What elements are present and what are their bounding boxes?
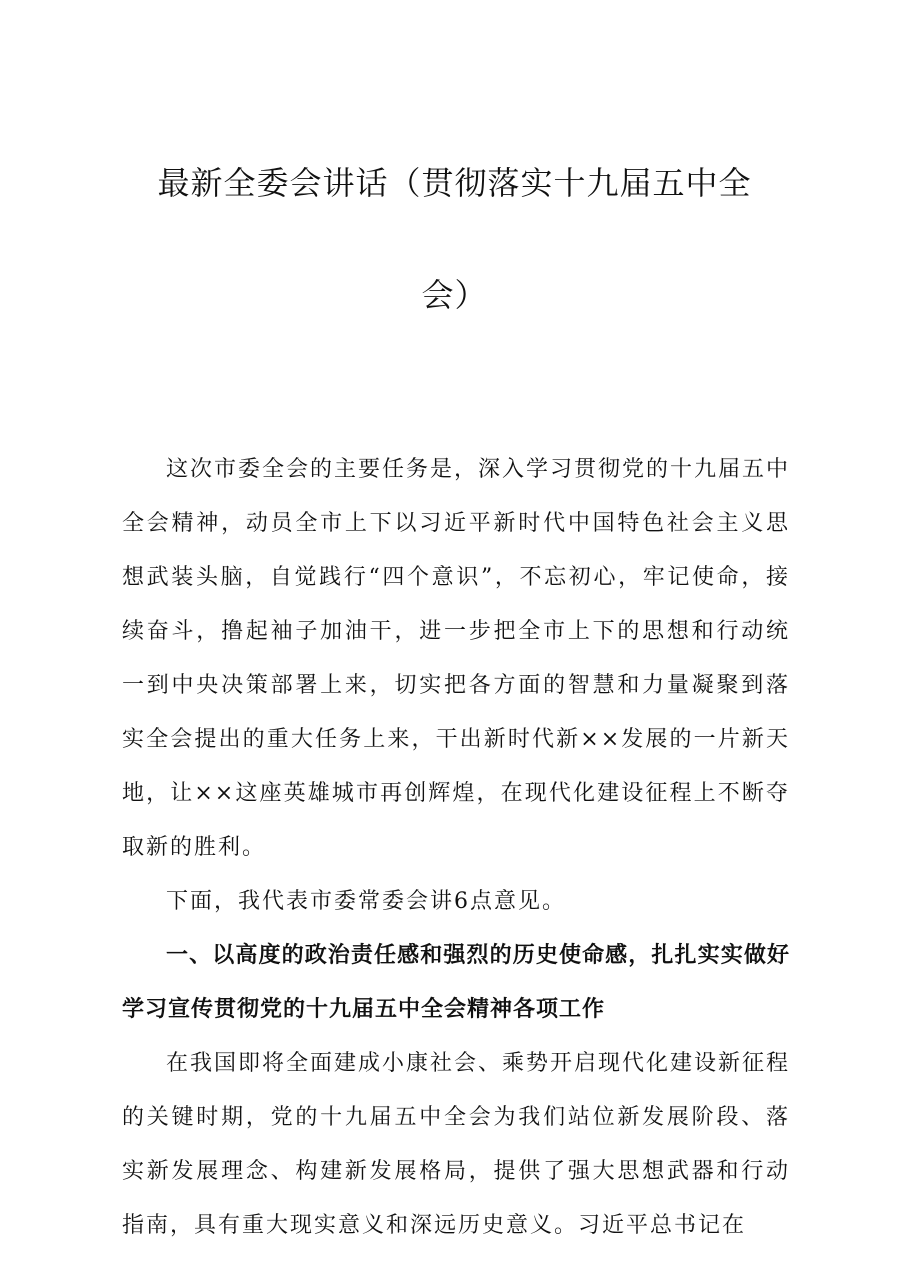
- opinions-paragraph: 下面，我代表市委常委会讲6点意见。: [166, 889, 566, 914]
- intro-paragraph: 这次市委全会的主要任务是，深入学习贯彻党的十九届五中全会精神，动员全市上下以习近平新时代中国特色社会主义思想武装头脑，自觉践行“四个意识”，不忘初心，牢记使命，接续奋斗，撸起袖子加油干，进一步把全市上下的思想和行动统一到中央决策部署上来，切实把各方面的智慧和力量凝聚到落实全会提出的重大任务上来，干出新时代新××发展的一片新天地，让××这座英雄城市再创辉煌，在现代化建设征程上不断夺取新的胜利。: [122, 457, 791, 860]
- section-paragraph-1: 在我国即将全面建成小康社会、乘势开启现代化建设新征程的关键时期，党的十九届五中全会为我们站位新发展阶段、落实新发展理念、构建新发展格局，提供了强大思想武器和行动指南，具有重大现实意义和深远历史意义。习近平总书记在: [122, 1051, 791, 1238]
- document-title-line-2: 会）: [421, 276, 488, 314]
- document-title-line-1: 最新全委会讲话（贯彻落实十九届五中全: [157, 164, 752, 202]
- section-heading-1: 一、以高度的政治责任感和强烈的历史使命感，扎扎实实做好学习宣传贯彻党的十九届五中全会精神各项工作: [122, 943, 790, 1022]
- document-body: [122, 443, 790, 1253]
